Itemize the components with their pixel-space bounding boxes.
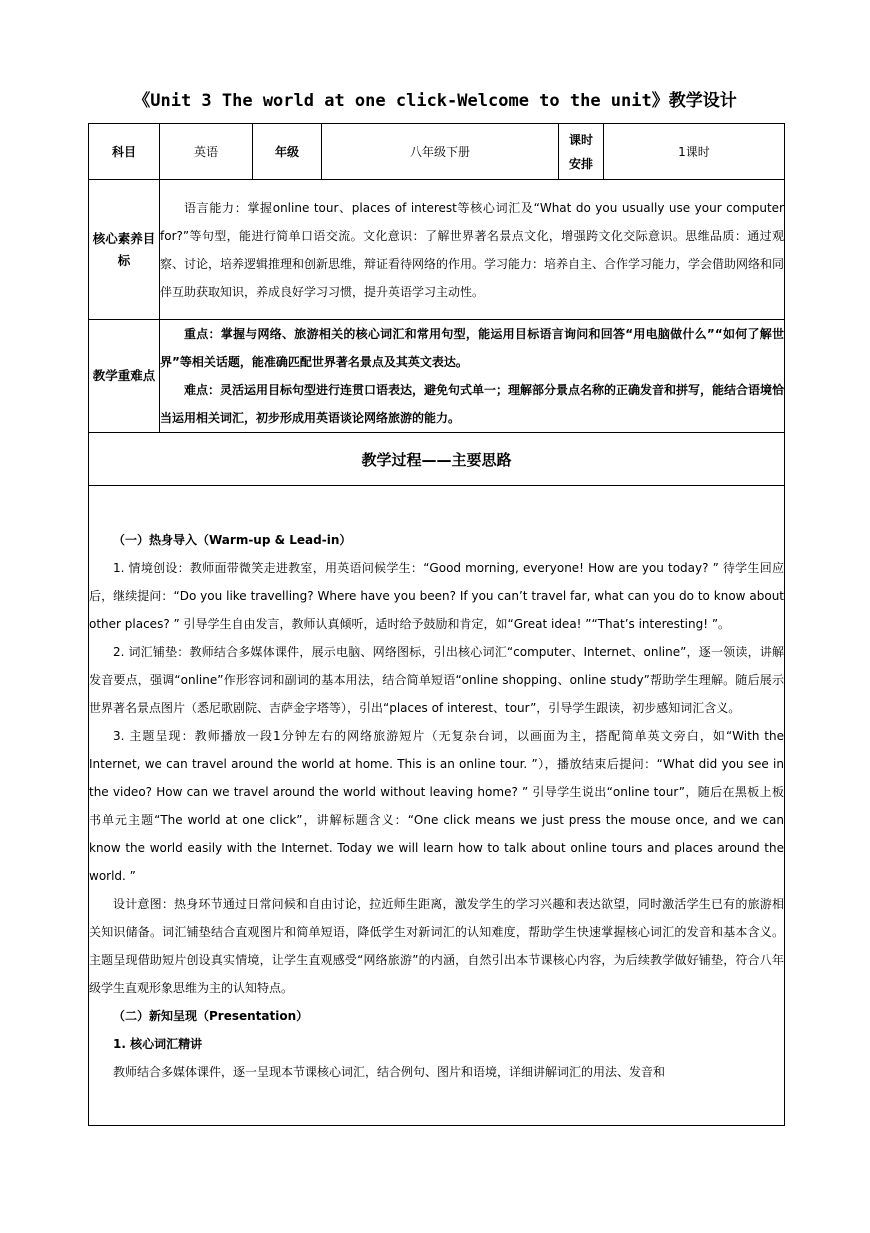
warmup-step-3: 3. 主题呈现：教师播放一段1分钟左右的网络旅游短片（无复杂台词，以画面为主，搭配简单英文旁白，如“With the Internet, we can travel around the world at home. This is an online tour. ”），播放结束后提问：“What did you see in the video? How can we travel around the world without leaving home? ” 引导学生说出“online tour”，随后在黑板上板书单元主题“The world at one click”，讲解标题含义：“One click means we just press the mouse once, and we can know the world easily with the Internet. Today we will learn how to talk about online tours and places around the world. ”	[89, 728, 784, 883]
vocab-heading: 1. 核心词汇精讲	[113, 1036, 203, 1051]
goals-text: 语言能力：掌握online tour、places of interest等核心词汇及“What do you usually use your computer for?”等句型，能进行简单口语交流。文化意识：了解世界著名景点文化，增强跨文化交际意识。思维品质：通过观察、讨论，培养逻辑推理和创新思维，辩证看待网络的作用。学习能力：培养自主、合作学习能力，学会借助网络和同伴互助获取知识，养成良好学习习惯，提升英语学习主动性。	[160, 200, 785, 299]
subject-label: 科目	[89, 124, 160, 180]
warmup-step-1: 1. 情境创设：教师面带微笑走进教室，用英语问候学生：“Good morning, everyone! How are you today? ” 待学生回应后，继续提问：“Do you like travelling? Where have you been? If you can’t travel far, what can you do to know about other places? ” 引导学生自由发言，教师认真倾听，适时给予鼓励和肯定，如“Great idea! ”“That’s interesting! ”。	[89, 560, 784, 631]
warmup-heading: （一）热身导入（Warm-up & Lead-in）	[113, 532, 352, 547]
key-points-cell	[160, 320, 785, 433]
process-body	[89, 486, 785, 1126]
process-title: 教学过程——主要思路	[89, 433, 785, 486]
document-title: 《Unit 3 The world at one click-Welcome to the unit》教学设计	[133, 91, 737, 111]
grade-label: 年级	[253, 124, 322, 180]
key-points-row	[89, 320, 785, 433]
goals-label: 核心素养目标	[89, 180, 160, 320]
hours-value: 1课时	[604, 124, 785, 180]
subject-value: 英语	[160, 124, 253, 180]
process-body-row	[89, 486, 785, 1126]
warmup-step-2: 2. 词汇铺垫：教师结合多媒体课件，展示电脑、网络图标，引出核心词汇“computer、Internet、online”，逐一领读，讲解发音要点，强调“online”作形容词和副词的基本用法，结合简单短语“online shopping、online study”帮助学生理解。随后展示世界著名景点图片（悉尼歌剧院、吉萨金字塔等），引出“places of interest、tour”，引导学生跟读，初步感知词汇含义。	[89, 644, 784, 715]
goals-cell	[160, 180, 785, 320]
grade-value: 八年级下册	[322, 124, 559, 180]
key-points-label: 教学重难点	[89, 320, 160, 433]
process-title-row	[89, 433, 785, 486]
goals-row	[89, 180, 785, 320]
vocab-text: 教师结合多媒体课件，逐一呈现本节课核心词汇，结合例句、图片和语境，详细讲解词汇的用法、发音和	[113, 1064, 666, 1079]
presentation-heading: （二）新知呈现（Presentation）	[113, 1008, 309, 1023]
lesson-plan-table	[88, 123, 785, 1126]
info-row	[89, 124, 785, 180]
hours-label-line-1: 课时	[568, 132, 593, 147]
hours-label-line-2: 安排	[568, 156, 593, 171]
difficult-point-text: 难点：灵活运用目标句型进行连贯口语表达，避免句式单一；理解部分景点名称的正确发音和拼写，能结合语境恰当运用相关词汇，初步形成用英语谈论网络旅游的能力。	[160, 383, 785, 425]
key-point-text: 重点：掌握与网络、旅游相关的核心词汇和常用句型，能运用目标语言询问和回答“用电脑做什么”“如何了解世界”等相关话题，能准确匹配世界著名景点及其英文表达。	[160, 327, 784, 369]
design-intent: 设计意图：热身环节通过日常问候和自由讨论，拉近师生距离，激发学生的学习兴趣和表达欲望，同时激活学生已有的旅游相关知识储备。词汇铺垫结合直观图片和简单短语，降低学生对新词汇的认知难度，帮助学生快速掌握核心词汇的发音和基本含义。主题呈现借助短片创设真实情境，让学生直观感受“网络旅游”的内涵，自然引出本节课核心内容，为后续教学做好铺垫，符合八年级学生直观形象思维为主的认知特点。	[89, 896, 784, 995]
hours-label	[559, 124, 604, 180]
